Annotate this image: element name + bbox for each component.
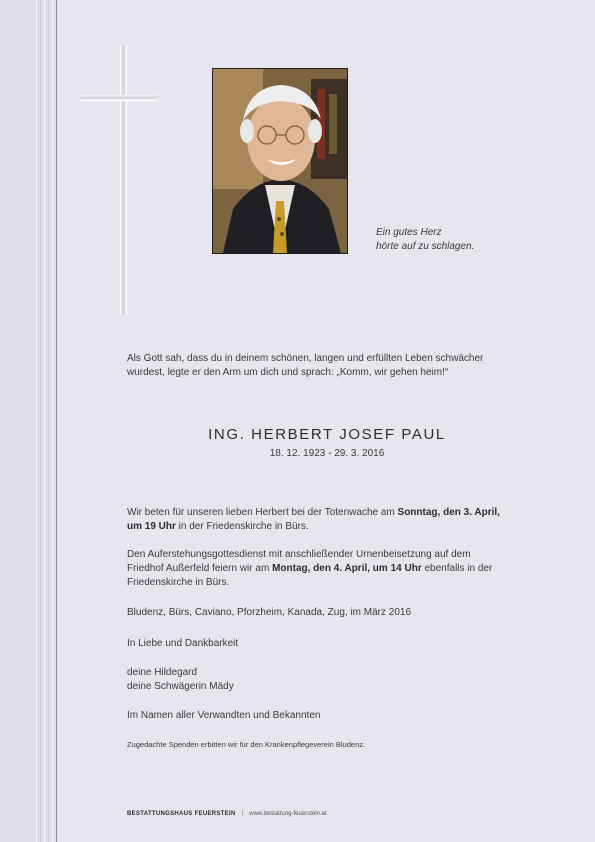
edge-line xyxy=(36,0,37,842)
intro-text xyxy=(127,352,527,380)
funeral-location: Friedenskirche in Bürs. xyxy=(127,577,230,588)
footer-separator: | xyxy=(241,811,244,817)
closing-line: In Liebe und Dankbarkeit xyxy=(127,638,239,649)
funeral-home-url: www.bestattung-feuerstein.at xyxy=(249,811,327,817)
funeral-text: ebenfalls in der xyxy=(421,563,493,574)
memorial-quote xyxy=(376,226,474,254)
funeral-text: Friedhof Außerfeld feiern wir am xyxy=(127,563,273,574)
cross-vertical-beam xyxy=(120,45,127,315)
mourners-list xyxy=(127,666,537,694)
donations-note: Zugedachte Spenden erbitten wir für den Krankenpflegeverein Bludenz. xyxy=(127,740,366,749)
wake-time: um 19 Uhr xyxy=(127,521,176,532)
quote-line: hörte auf zu schlagen. xyxy=(376,241,475,252)
cross-horizontal-beam xyxy=(81,95,157,101)
portrait-photo xyxy=(212,68,348,254)
wake-announcement xyxy=(127,506,537,534)
deceased-name: ING. HERBERT JOSEF PAUL xyxy=(208,426,446,443)
wake-text: Wir beten für unseren lieben Herbert bei der Totenwache am xyxy=(127,507,398,518)
portrait-illustration xyxy=(213,69,347,253)
wake-location: in der Friedenskirche in Bürs. xyxy=(175,521,309,532)
relatives-line: Im Namen aller Verwandten und Bekannten xyxy=(127,710,321,721)
edge-line xyxy=(52,0,53,842)
mourner: deine Schwägerin Mädy xyxy=(127,681,234,692)
footer xyxy=(127,811,327,817)
edge-line xyxy=(40,0,41,842)
edge-line xyxy=(56,0,57,842)
intro-line: wurdest, legte er den Arm um dich und sprach: „Komm, wir gehen heim!“ xyxy=(127,367,449,378)
life-dates: 18. 12. 1923 - 29. 3. 2016 xyxy=(269,448,385,459)
funeral-home-name: BESTATTUNGSHAUS FEUERSTEIN xyxy=(127,811,236,817)
intro-line: Als Gott sah, dass du in deinem schönen, langen und erfüllten Leben schwächer xyxy=(127,353,484,364)
quote-line: Ein gutes Herz xyxy=(376,227,442,238)
edge-line xyxy=(44,0,45,842)
mourner: deine Hildegard xyxy=(127,667,198,678)
funeral-text: Den Auferstehungsgottesdienst mit anschließender Urnenbeisetzung auf dem xyxy=(127,549,471,560)
funeral-announcement xyxy=(127,548,537,590)
wake-date: Sonntag, den 3. April, xyxy=(397,507,500,518)
funeral-date-time: Montag, den 4. April, um 14 Uhr xyxy=(272,563,422,574)
edge-line xyxy=(48,0,49,842)
places-line: Bludenz, Bürs, Caviano, Pforzheim, Kanada, Zug, im März 2016 xyxy=(127,607,412,618)
